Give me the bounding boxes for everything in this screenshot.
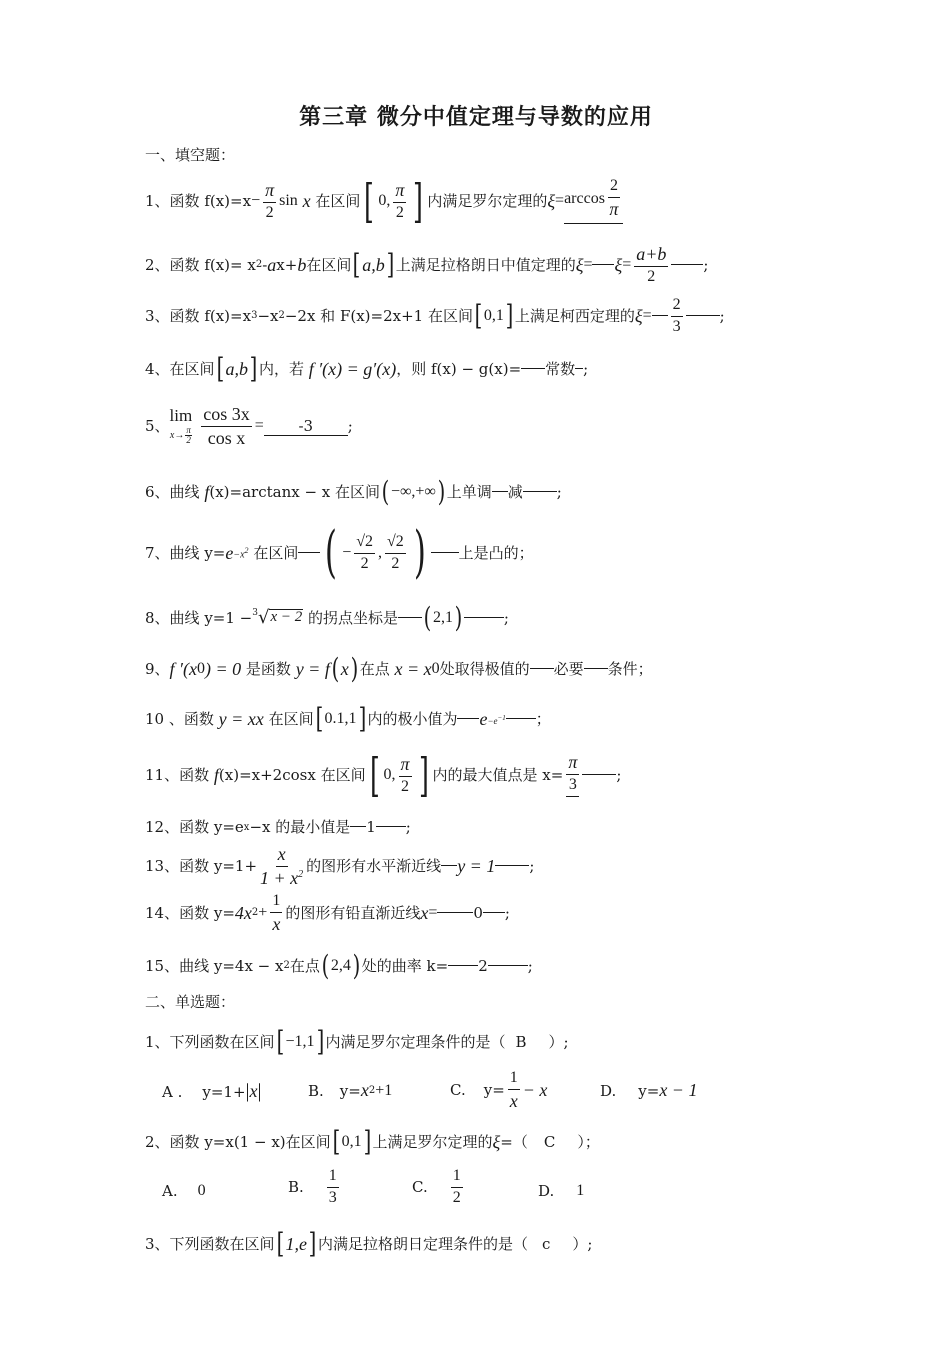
text-q-q15-c: 处的曲率 k= bbox=[361, 956, 449, 975]
text-q-q14-ans: 0 bbox=[473, 903, 483, 922]
text-q-q2-no: 2、 bbox=[145, 255, 170, 274]
text-q-q5-sden: 2 bbox=[186, 435, 191, 446]
text-mc-m2-eq: =（ bbox=[500, 1132, 528, 1151]
mc2-option-c bbox=[412, 1168, 466, 1207]
text-q-q3-c: −2x 和 F(x)=2x+1 在区间 bbox=[284, 306, 473, 325]
text-q-q7-exp2: 2 bbox=[244, 545, 249, 555]
answer-mc-3: c bbox=[541, 1234, 551, 1253]
text-q-q5-sub: x→ bbox=[169, 429, 185, 441]
text-q-q3-den: 3 bbox=[672, 317, 681, 335]
text-q-q10-ans: e bbox=[479, 709, 488, 729]
text-q-q13-num: x bbox=[276, 845, 288, 867]
text-q-q2-b: - bbox=[262, 255, 268, 274]
text-q-q2-iv: a,b bbox=[362, 255, 385, 276]
text-q-q3-eq: = bbox=[642, 307, 652, 325]
text-q-q14-expr: 4x bbox=[234, 903, 252, 924]
text-q-q6-iv: −∞,+∞ bbox=[390, 483, 436, 500]
text-mc-m2-xi: ξ bbox=[492, 1132, 501, 1152]
text-mc-m3-iv: 1,e bbox=[285, 1234, 307, 1254]
text-mc-m2-A-val: 0 bbox=[197, 1182, 206, 1199]
answer-mc-1: B bbox=[515, 1032, 527, 1051]
text-q-q4-expr: f ′(x) = g′(x) bbox=[308, 359, 397, 379]
text-q-q5-no: 5、 bbox=[145, 416, 170, 435]
question-2: 2、 函数 f(x)= x 2 - a x+ b 在区间 [ a,b ] 上满足拉格朗日中值定理的 ξ = ξ = $\frac{a+b}{2}$ ; bbox=[145, 244, 709, 285]
text-mc-m3-b: 内满足拉格朗日定理条件的是（ bbox=[317, 1234, 528, 1253]
text-q-q15-pt: 2,4 bbox=[330, 957, 351, 974]
text-q-q10-iv: 0.1,1 bbox=[324, 710, 357, 727]
text-mc-m1-A-abs: x bbox=[249, 1081, 258, 1101]
text-q-q5-eq: = bbox=[254, 417, 264, 435]
text-mc-m2-D-label: D. bbox=[538, 1182, 555, 1200]
text-q-q1-inum: π bbox=[393, 181, 406, 203]
text-q-q9-c: 处取得极值的 bbox=[439, 659, 530, 678]
text-q-q2-end: ; bbox=[703, 255, 709, 274]
text-q-q11-b: (x)=x+2cosx 在区间 bbox=[218, 765, 366, 784]
text-q-q7-no: 7、 bbox=[145, 543, 170, 562]
text-mc-m1-C-num: 1 bbox=[508, 1070, 520, 1090]
text-q-q1-aden: π bbox=[609, 198, 619, 219]
text-q-q12-b: −x 的最小值是 bbox=[249, 818, 351, 836]
text-q-q14-num: 1 bbox=[270, 893, 282, 913]
text-q-q14-eq: = bbox=[428, 904, 438, 922]
text-q-q7-b: 在区间 bbox=[253, 543, 299, 562]
text-q-q6-c: 上单调 bbox=[446, 482, 492, 501]
text-q-q6-b: (x)=arctanx − x 在区间 bbox=[209, 482, 381, 501]
text-q-q13-end: ; bbox=[529, 856, 535, 875]
mc2-option-a bbox=[162, 1182, 206, 1200]
text-mc-m1-B-label: B. bbox=[308, 1081, 324, 1100]
question-4: 4、 在区间 [ a,b ] 内，若 f ′(x) = g′(x) ，则 f(x) − g(x)= 常数 ; bbox=[145, 352, 589, 385]
question-12: 12、 函数 y=e x −x 的最小值是 1 ; bbox=[145, 818, 411, 836]
text-q-q7-d2: 2 bbox=[391, 554, 400, 572]
text-q-q11-aden: 3 bbox=[568, 776, 577, 794]
text-mc-m2-b: 上满足罗尔定理的 bbox=[372, 1132, 493, 1151]
text-q-q5-snum: π bbox=[186, 425, 191, 436]
text-q-q3-a: 函数 f(x)=x bbox=[169, 306, 252, 325]
text-mc-m1-a: 下列函数在区间 bbox=[169, 1032, 275, 1051]
text-mc-m1-C-den: x bbox=[509, 1090, 518, 1111]
text-q-q7-a: 曲线 y= bbox=[169, 543, 226, 562]
text-q-q2-xi: ξ bbox=[575, 255, 584, 276]
text-mc-m1-B-tail: +1 bbox=[375, 1081, 393, 1099]
text-q-q10-no: 10 、 bbox=[145, 709, 184, 728]
text-q-q9-fun: y = f bbox=[295, 659, 330, 679]
text-q-q14-a: 函数 y= bbox=[179, 903, 235, 922]
text-q-q5-end: ; bbox=[347, 416, 353, 435]
text-q-q2-xi2: ξ bbox=[614, 255, 623, 276]
text-q-q7-minus: − bbox=[342, 544, 352, 561]
text-q-q9-fx: x bbox=[340, 659, 349, 679]
text-mc-m1-no: 1、 bbox=[145, 1032, 170, 1051]
text-mc-m1-B-x: x bbox=[360, 1080, 369, 1100]
text-q-q3-iv: 0,1 bbox=[483, 307, 504, 325]
text-q-q12-a: 函数 y=e bbox=[179, 818, 244, 836]
text-q-q11-a: 函数 bbox=[179, 765, 210, 784]
text-q-q15-b: 在点 bbox=[289, 956, 320, 975]
mc2-option-b bbox=[288, 1168, 342, 1207]
text-mc-m1-D-expr: y= bbox=[638, 1081, 660, 1100]
mc1-option-b: B. y= x 2 +1 bbox=[308, 1080, 393, 1100]
text-q-q13-a: 函数 y=1+ bbox=[179, 856, 258, 875]
text-q-q15-ans: 2 bbox=[478, 956, 488, 975]
text-q-q13-no: 13、 bbox=[145, 856, 180, 875]
text-mc-m2-a: 函数 y=x(1 − x)在区间 bbox=[169, 1132, 331, 1151]
text-q-q4-iv: a,b bbox=[225, 359, 248, 379]
text-q-q6-ans: 减 bbox=[507, 482, 523, 501]
text-q-q5-lim: lim bbox=[169, 406, 193, 426]
text-q-q3-end: ; bbox=[719, 306, 725, 325]
text-q-q10-c: 内的极小值为 bbox=[367, 709, 458, 728]
text-mc-m2-B-num: 1 bbox=[327, 1168, 339, 1188]
question-6: 6、 曲线 f (x)=arctanx − x 在区间 ( −∞,+∞ ) 上单调 减 ; bbox=[145, 475, 562, 508]
text-q-q1-iden: 2 bbox=[395, 203, 404, 221]
question-8: 8、 曲线 y=1 − 3 √ x − 2 的拐点坐标是 ( 2,1 ) ; bbox=[145, 601, 509, 634]
text-q-q8-rad: x − 2 bbox=[270, 609, 303, 625]
question-5 bbox=[145, 405, 353, 448]
text-q-q9-d: 条件； bbox=[607, 659, 653, 678]
text-q-q11-inum: π bbox=[399, 755, 412, 777]
text-q-q1-eq: = bbox=[555, 192, 565, 209]
text-q-q2-av: a bbox=[267, 255, 277, 276]
text-mc-m1-end: ）; bbox=[548, 1032, 569, 1051]
text-q-q4-a: 在区间 bbox=[169, 359, 215, 378]
text-q-q2-bv: b bbox=[297, 255, 307, 276]
text-q-q4-end: ; bbox=[583, 359, 589, 378]
text-q-q10-a: 函数 bbox=[183, 709, 214, 728]
page-title: 第三章 微分中值定理与导数的应用 bbox=[299, 105, 653, 130]
text-mc-m1-A-expr: y=1+ bbox=[202, 1082, 246, 1101]
text-q-q6-no: 6、 bbox=[145, 482, 170, 501]
text-q-q7-e: e bbox=[225, 543, 234, 563]
text-q-q1-ans: arccos bbox=[564, 189, 605, 207]
question-3: 3、 函数 f(x)=x 3 −x 2 −2x 和 F(x)=2x+1 在区间 [ 0,1 ] 上满足柯西定理的 ξ = $\frac{2}{3}$ ; bbox=[145, 296, 725, 335]
text-q-q4-b: 内，若 bbox=[258, 359, 304, 378]
text-mc-m1-C-label: C. bbox=[450, 1081, 466, 1100]
text-q-q13-dsup: 2 bbox=[298, 868, 304, 880]
text-q-q6-f: f bbox=[204, 482, 210, 502]
answer-1 bbox=[564, 178, 623, 224]
text-q-q3-d: 上满足柯西定理的 bbox=[514, 306, 635, 325]
text-q-q15-no: 15、 bbox=[145, 956, 180, 975]
text-q-q12-no: 12、 bbox=[145, 818, 180, 836]
text-mc-m3-no: 3、 bbox=[145, 1234, 170, 1253]
question-13 bbox=[145, 845, 534, 888]
question-11: 11、 函数 f (x)=x+2cosx 在区间 [ 0, $\frac{\pi}{2}$ ] 内的最大值点是 x= $\frac{\pi}{3}$ ; bbox=[145, 748, 622, 802]
text-q-q9-b: 在点 bbox=[359, 659, 390, 678]
text-q-q3-num: 2 bbox=[671, 297, 683, 317]
question-7: 7、 曲线 y= e $-x^2$ 在区间 ( − $\frac{√2}{2}$ , $\frac{√2}{2}$ ) 上是凸的； bbox=[145, 520, 534, 585]
text-mc-m3-end: ）; bbox=[572, 1234, 593, 1253]
question-14: 14、 函数 y= 4x 2 + $\frac{1}{x}$ 的图形有铅直渐近线 x = 0 ; bbox=[145, 892, 510, 934]
text-q-q2-eq2: = bbox=[622, 256, 632, 274]
text-q-q7-c: 上是凸的； bbox=[458, 543, 534, 562]
text-q-q9-pt: x = x bbox=[394, 659, 432, 679]
question-9: 9、 f ′(x 0 ) = 0 是函数 y = f ( x ) 在点 x = x 0 处取得极值的 必要 条件； bbox=[145, 652, 653, 685]
mc-question-2: 2、 函数 y=x(1 − x)在区间 [ 0,1 ] 上满足罗尔定理的 ξ =（ C ）； bbox=[145, 1125, 600, 1158]
text-q-q3-b: −x bbox=[257, 306, 279, 325]
section-single-heading bbox=[145, 995, 235, 1010]
text-q-q2-eq: = bbox=[583, 256, 593, 274]
text-q-q1-xi: ξ bbox=[547, 191, 556, 211]
text-q-q4-no: 4、 bbox=[145, 359, 170, 378]
text-q-q10-b: 在区间 bbox=[268, 709, 314, 728]
mc1-option-c bbox=[450, 1070, 547, 1111]
text-q-q11-iden: 2 bbox=[401, 777, 410, 795]
text-mc-m2-D-val: 1 bbox=[576, 1182, 585, 1199]
text-q-q1-b: 在区间 bbox=[315, 191, 361, 210]
text-q-q8-end: ; bbox=[503, 608, 509, 627]
text-q-q8-idx: 3 bbox=[252, 608, 258, 618]
text-q-q12-end: ; bbox=[405, 818, 411, 836]
text-q-q15-end: ; bbox=[527, 956, 533, 975]
text-q-q11-i0: 0, bbox=[383, 766, 396, 783]
answer-mc-2: C bbox=[543, 1132, 556, 1151]
text-q-q10-asup2: −1 bbox=[497, 713, 506, 722]
text-q-q7-d1: 2 bbox=[360, 554, 369, 572]
text-q-q9-a: 是函数 bbox=[245, 659, 291, 678]
text-q-q6-end: ; bbox=[556, 482, 562, 501]
text-q-q4-ans: 常数 bbox=[545, 359, 576, 378]
text-q-q10-fun: y = x bbox=[218, 709, 256, 729]
text-mc-m1-iv: −1,1 bbox=[285, 1033, 315, 1050]
text-q-q3-xi: ξ bbox=[634, 306, 643, 327]
text-mc-m1-C-tail: − x bbox=[522, 1079, 548, 1100]
text-q-q1-fden: 2 bbox=[265, 203, 274, 221]
text-q-q11-end: ; bbox=[616, 765, 622, 784]
text-mc-m2-C-den: 2 bbox=[452, 1188, 461, 1206]
text-q-q1-anum: 2 bbox=[608, 178, 620, 198]
text-q-q1-i0: 0, bbox=[378, 192, 391, 209]
answer-5: -3 bbox=[264, 417, 348, 436]
text-q-q14-b: 的图形有铅直渐近线 bbox=[285, 903, 421, 922]
mc1-option-d bbox=[600, 1080, 697, 1101]
text-mc-m1-b: 内满足罗尔定理条件的是（ bbox=[325, 1032, 506, 1051]
text-mc-m2-B-label: B. bbox=[288, 1178, 304, 1197]
text-mc-m1-A-label: A . bbox=[162, 1082, 183, 1101]
text-q-q8-no: 8、 bbox=[145, 608, 170, 627]
text-q-q11-f: f bbox=[213, 765, 219, 785]
question-1: 1、 函数 f(x)=x − $\frac{\pi}{2}$ sin x 在区间 [ 0, $\frac{\pi}{2}$ ] 内满足罗尔定理的 ξ = arccos $\frac{2}{\pi}$ bbox=[145, 178, 623, 224]
text-q-q1-sin: sin bbox=[279, 192, 298, 209]
text-mc-m2-C-label: C. bbox=[412, 1178, 428, 1197]
text-q-q4-c: ，则 f(x) − g(x)= bbox=[396, 359, 522, 378]
text-q-q3-no: 3、 bbox=[145, 306, 170, 325]
text-q-q1-a: 函数 f(x)=x bbox=[169, 191, 252, 210]
text-mc-m1-B-expr: y= bbox=[339, 1081, 361, 1100]
text-mc-m2-iv: 0,1 bbox=[341, 1133, 362, 1150]
text-q-q11-no: 11、 bbox=[145, 765, 180, 784]
text-q-q5-den: cos x bbox=[207, 427, 246, 448]
text-q-q7-n1: √2 bbox=[354, 534, 375, 554]
text-mc-m1-D-label: D. bbox=[600, 1081, 617, 1100]
text-q-q13-den: 1 + x bbox=[260, 867, 299, 888]
text-q-q1-no: 1、 bbox=[145, 191, 170, 210]
text-q-q14-xv: x bbox=[420, 903, 429, 924]
text-q-q2-num: a+b bbox=[634, 245, 668, 267]
text-q-q10-asup: −e bbox=[487, 715, 498, 726]
text-q-q9-expr: f ′(x bbox=[169, 659, 197, 679]
text-mc-m1-D-tail: x − 1 bbox=[659, 1080, 698, 1100]
text-q-q15-a: 曲线 y=4x − x bbox=[179, 956, 284, 975]
text-q-q11-c: 内的最大值点是 x= bbox=[432, 765, 564, 784]
mc-question-3: 3、 下列函数在区间 [ 1,e ] 内满足拉格朗日定理条件的是（ c ）; bbox=[145, 1227, 593, 1260]
text-q-q9-expr2: ) = 0 bbox=[204, 659, 242, 679]
text-q-q2-a: 函数 f(x)= x bbox=[169, 255, 256, 274]
text-mc-m2-C-num: 1 bbox=[451, 1168, 463, 1188]
text-mc-m2-A-label: A. bbox=[162, 1182, 178, 1200]
text-q-q1-fnum: π bbox=[263, 181, 276, 203]
text-q-q10-end: ； bbox=[535, 709, 551, 728]
question-15: 15、 曲线 y=4x − x 2 在点 ( 2,4 ) 处的曲率 k= 2 ; bbox=[145, 949, 533, 982]
text-mc-m2-end: ）； bbox=[577, 1132, 600, 1151]
text-q-q2-c: x+ bbox=[276, 255, 298, 274]
section-label: 一、填空题： bbox=[145, 146, 236, 164]
text-q-q1-c: 内满足罗尔定理的 bbox=[427, 191, 548, 210]
text-q-q7-n2: √2 bbox=[385, 534, 406, 554]
text-q-q2-d: 在区间 bbox=[306, 255, 352, 274]
mc1-option-a: A . y=1+ | x | bbox=[162, 1080, 262, 1102]
text-q-q1-x: x bbox=[302, 191, 311, 211]
text-q-q13-ans: y = 1 bbox=[457, 856, 496, 877]
text-q-q5-num: cos 3x bbox=[201, 405, 252, 427]
text-q-q9-ans: 必要 bbox=[553, 659, 584, 678]
text-q-q12-ans: 1 bbox=[366, 818, 376, 836]
text-q-q2-e: 上满足拉格朗日中值定理的 bbox=[395, 255, 576, 274]
text-q-q1-op: − bbox=[251, 192, 261, 209]
text-mc-m3-a: 下列函数在区间 bbox=[169, 1234, 275, 1253]
text-mc-m2-no: 2、 bbox=[145, 1132, 170, 1151]
section-fill-heading bbox=[145, 148, 235, 163]
text-q-q14-end: ; bbox=[504, 903, 510, 922]
text-q-q6-a: 曲线 bbox=[169, 482, 200, 501]
mc-question-1: 1、 下列函数在区间 [ −1,1 ] 内满足罗尔定理条件的是（ B ）; bbox=[145, 1025, 569, 1058]
text-q-q14-no: 14、 bbox=[145, 903, 180, 922]
text-mc-m1-C-expr: y= bbox=[483, 1081, 505, 1100]
text-q-q9-no: 9、 bbox=[145, 659, 170, 678]
text-q-q14-plus: + bbox=[258, 904, 268, 922]
mc2-option-d bbox=[538, 1182, 584, 1200]
text-q-q7-comma: , bbox=[378, 544, 383, 561]
question-10: 10 、 函数 y = x x 在区间 [ 0.1,1 ] 内的极小值为 e $-e^{-1}$ ； bbox=[145, 702, 551, 735]
text-q-q14-den: x bbox=[272, 913, 281, 934]
text-q-q2-den: 2 bbox=[647, 267, 656, 285]
text-q-q7-exp: −x bbox=[233, 549, 245, 561]
text-mc-m2-B-den: 3 bbox=[328, 1188, 337, 1206]
section-label: 二、单选题： bbox=[145, 993, 236, 1011]
text-q-q13-b: 的图形有水平渐近线 bbox=[306, 856, 442, 875]
text-q-q8-b: 的拐点坐标是 bbox=[308, 608, 399, 627]
text-q-q8-ans: 2,1 bbox=[432, 609, 453, 626]
text-q-q8-a: 曲线 y=1 − bbox=[169, 608, 253, 627]
text-q-q11-anum: π bbox=[566, 753, 579, 775]
